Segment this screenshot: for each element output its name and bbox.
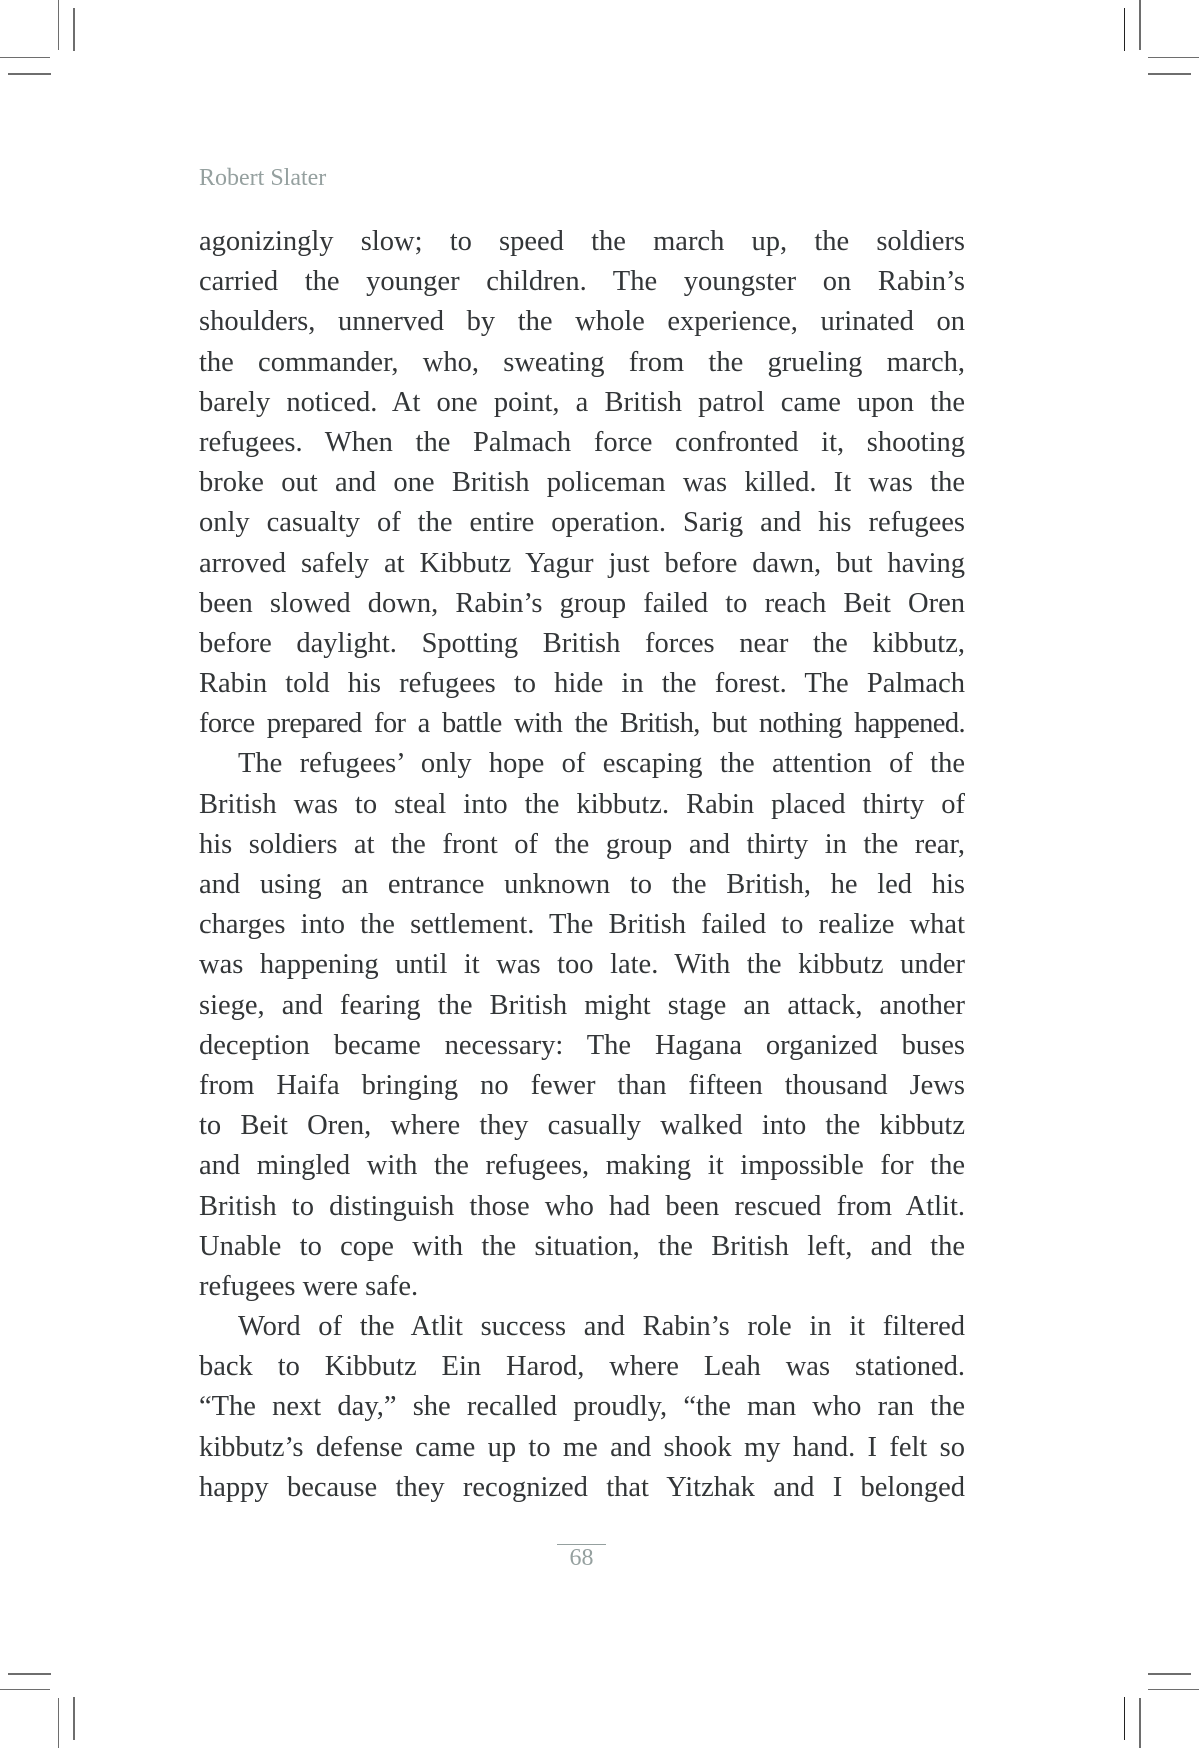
paragraph-start-line: The refugees’ only hope of escaping the attention of the bbox=[238, 748, 965, 780]
crop-mark-bottom-right-v2 bbox=[1139, 1698, 1141, 1748]
paragraph-end-line: refugees were safe. bbox=[199, 1270, 419, 1302]
text-line: his soldiers at the front of the group and thirty in the rear, bbox=[199, 828, 965, 860]
text-line: from Haifa bringing no fewer than fifteen thousand Jews bbox=[199, 1069, 965, 1101]
crop-mark-top-right-h2 bbox=[1148, 73, 1191, 75]
text-line: barely noticed. At one point, a British patrol came upon the bbox=[199, 386, 965, 418]
crop-mark-bottom-right-h2 bbox=[1148, 1689, 1199, 1690]
text-line: only casualty of the entire operation. Sarig and his refugees bbox=[199, 507, 965, 539]
paragraph-start-line: Word of the Atlit success and Rabin’s role in it filtered bbox=[238, 1311, 965, 1343]
text-line: British was to steal into the kibbutz. Rabin placed thirty of bbox=[199, 788, 965, 820]
crop-mark-bottom-left-h1 bbox=[8, 1673, 51, 1675]
text-line: force prepared for a battle with the British, but nothing happened. bbox=[199, 708, 965, 740]
text-line: Rabin told his refugees to hide in the forest. The Palmach bbox=[199, 668, 965, 700]
text-line: happy because they recognized that Yitzhak and I belonged bbox=[199, 1471, 965, 1503]
text-line: shoulders, unnerved by the whole experience, urinated on bbox=[199, 306, 965, 338]
text-line: before daylight. Spotting British forces near the kibbutz, bbox=[199, 627, 965, 659]
text-line: and using an entrance unknown to the British, he led his bbox=[199, 869, 965, 900]
text-line: refugees. When the Palmach force confronted it, shooting bbox=[199, 426, 965, 458]
text-line: broke out and one British policeman was killed. It was the bbox=[199, 467, 965, 499]
running-head: Robert Slater bbox=[199, 165, 327, 191]
text-line: “The next day,” she recalled proudly, “the man who ran the bbox=[199, 1391, 965, 1423]
crop-mark-top-left-h1 bbox=[0, 57, 50, 58]
text-line: deception became necessary: The Hagana organized buses bbox=[199, 1029, 965, 1061]
crop-mark-top-left-v1 bbox=[58, 0, 59, 50]
text-line: was happening until it was too late. With the kibbutz under bbox=[199, 949, 965, 981]
text-line: the commander, who, sweating from the grueling march, bbox=[199, 346, 965, 378]
crop-mark-bottom-right-v1 bbox=[1124, 1697, 1125, 1740]
text-line: carried the younger children. The youngster on Rabin’s bbox=[199, 266, 965, 298]
crop-mark-top-left-h2 bbox=[8, 73, 51, 75]
crop-mark-bottom-right-h1 bbox=[1148, 1673, 1191, 1675]
text-line: charges into the settlement. The British failed to realize what bbox=[199, 909, 965, 941]
text-line: Unable to cope with the situation, the British left, and the bbox=[199, 1230, 965, 1262]
text-line: British to distinguish those who had been rescued from Atlit. bbox=[199, 1190, 965, 1222]
body-text bbox=[199, 222, 965, 1508]
crop-mark-top-left-v2 bbox=[73, 8, 75, 51]
text-line: kibbutz’s defense came up to me and shook my hand. I felt so bbox=[199, 1431, 965, 1463]
text-line: been slowed down, Rabin’s group failed to reach Beit Oren bbox=[199, 587, 965, 619]
crop-mark-bottom-left-h2 bbox=[0, 1689, 50, 1690]
text-line: to Beit Oren, where they casually walked into the kibbutz bbox=[199, 1110, 965, 1142]
text-line: agonizingly slow; to speed the march up, the soldiers bbox=[199, 226, 965, 257]
text-line: back to Kibbutz Ein Harod, where Leah was stationed. bbox=[199, 1351, 965, 1383]
text-line: siege, and fearing the British might stage an attack, another bbox=[199, 989, 965, 1021]
crop-mark-top-right-h1 bbox=[1148, 57, 1199, 58]
text-line: arroved safely at Kibbutz Yagur just before dawn, but having bbox=[199, 547, 965, 579]
crop-mark-bottom-left-v2 bbox=[73, 1697, 75, 1740]
page-number: 68 bbox=[569, 1545, 594, 1571]
text-line: and mingled with the refugees, making it impossible for the bbox=[199, 1150, 965, 1182]
crop-mark-bottom-left-v1 bbox=[58, 1698, 59, 1748]
crop-mark-top-right-v1 bbox=[1124, 8, 1125, 51]
crop-mark-top-right-v2 bbox=[1139, 0, 1141, 50]
